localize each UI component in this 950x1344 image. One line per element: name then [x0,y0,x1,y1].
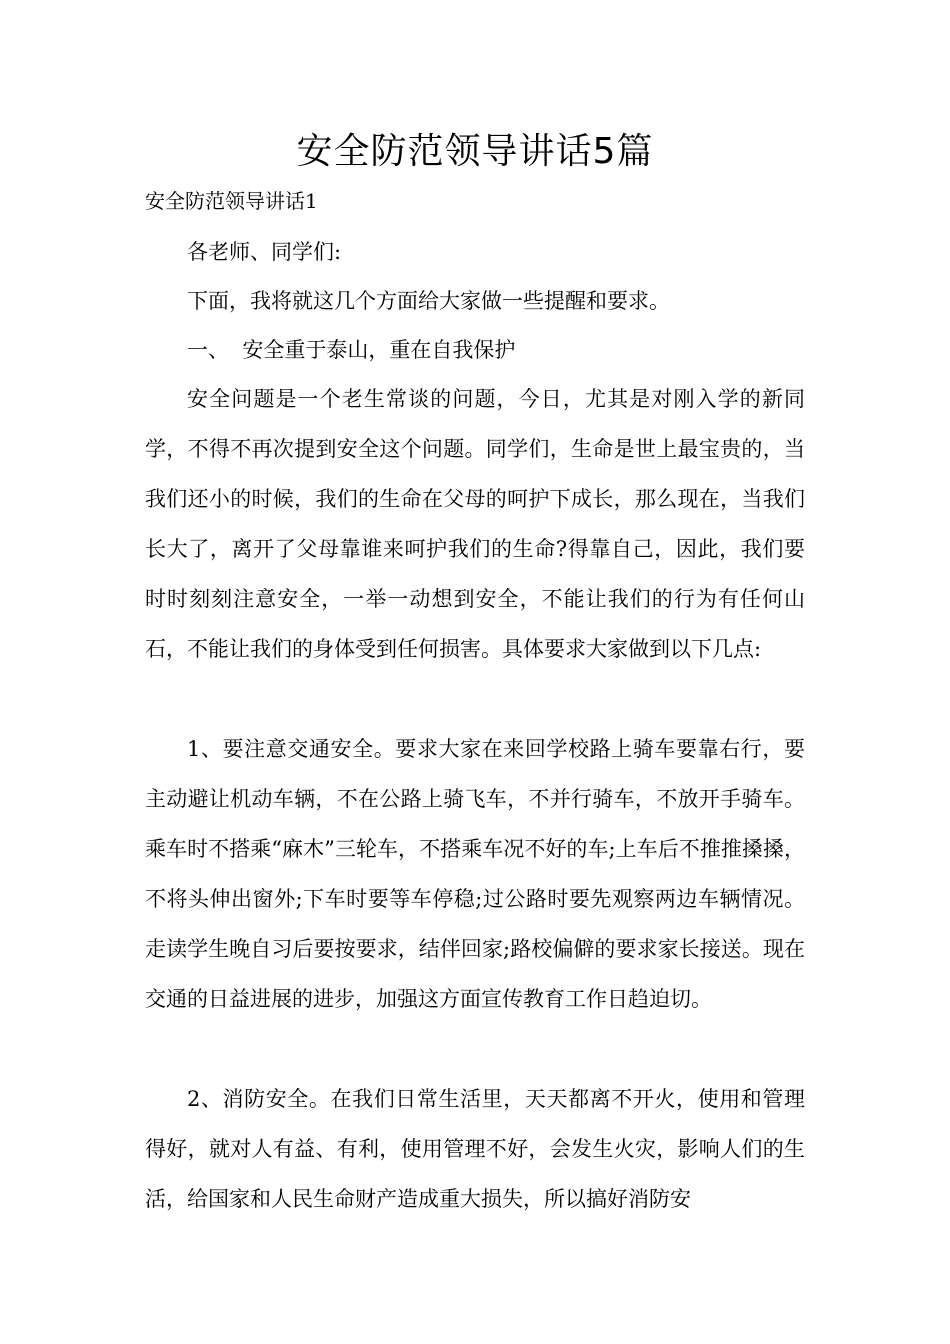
traffic-safety-paragraph: 1、要注意交通安全。要求大家在来回学校路上骑车要靠右行，要主动避让机动车辆，不在公路上骑飞车，不并行骑车，不放开手骑车。乘车时不搭乘“麻木”三轮车，不搭乘车况不好的车;上车后不推推搡搡，不将头伸出窗外;下车时要等车停稳;过公路时要先观察两边车辆情况。走读学生晚自习后要按要求，结伴回家;路校偏僻的要求家长接送。现在交通的日益进展的进步，加强这方面宣传教育工作日趋迫切。 [145,737,805,1011]
document-title: 安全防范领导讲话5篇 [296,131,654,172]
section-heading-1: 一、 安全重于泰山，重在自我保护 [187,338,516,362]
safety-paragraph: 安全问题是一个老生常谈的问题，今日，尤其是对刚入学的新同学，不得不再次提到安全这个问题。同学们，生命是世上最宝贵的，当我们还小的时候，我们的生命在父母的呵护下成长，那么现在，当我们长大了，离开了父母靠谁来呵护我们的生命?得靠自己，因此，我们要时时刻刻注意安全，一举一动想到安全，不能让我们的行为有任何山石，不能让我们的身体受到任何损害。具体要求大家做到以下几点: [145,387,805,661]
intro-paragraph: 下面，我将就这几个方面给大家做一些提醒和要求。 [187,289,670,313]
greeting-paragraph: 各老师、同学们: [187,240,342,264]
section-subtitle: 安全防范领导讲话1 [145,189,318,213]
fire-safety-paragraph: 2、消防安全。在我们日常生活里，天天都离不开火，使用和管理得好，就对人有益、有利，使用管理不好，会发生火灾，影响人们的生活，给国家和人民生命财产造成重大损失，所以搞好消防安 [145,1087,805,1211]
